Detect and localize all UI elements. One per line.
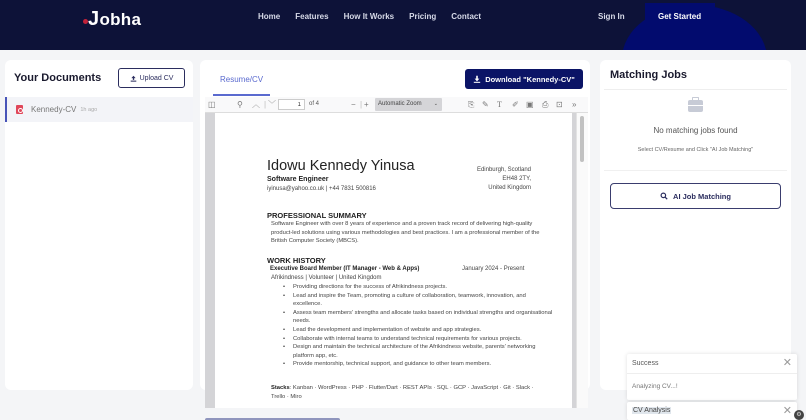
matching-jobs-title: Matching Jobs xyxy=(610,69,688,81)
cv-role: Software Engineer xyxy=(267,176,329,183)
pdf-page xyxy=(215,113,572,408)
separator: | xyxy=(360,100,363,109)
close-icon[interactable]: ✕ xyxy=(782,357,792,369)
separator: | xyxy=(264,100,267,109)
scroll-thumb[interactable] xyxy=(580,116,584,162)
nav-contact[interactable]: Contact xyxy=(451,12,482,21)
document-item[interactable] xyxy=(5,97,193,122)
sidebar-toggle-icon[interactable]: ◫ xyxy=(208,100,216,109)
summary-text: Software Engineer with over 8 years of experience and a proven track record of delivering high-quality product-led solutions using various methodologies and best practices. I am a professional member of the British Computer Society (MBCS). xyxy=(271,221,540,245)
cv-address: Edinburgh, Scotland EH48 2TY, United Kingdom xyxy=(476,167,531,191)
documents-panel xyxy=(5,60,193,390)
job-bullets xyxy=(293,283,553,369)
list-item: • Collaborate with internal teams to understand technical requirements for various projects. xyxy=(293,335,553,344)
work-heading: WORK HISTORY xyxy=(267,256,326,265)
pdf-file-icon xyxy=(16,105,23,114)
list-item: • Lead the development and implementation of website and app strategies. xyxy=(293,326,553,335)
toast-body: Analyzing CV...! xyxy=(632,383,678,390)
page-count: of 4 xyxy=(309,101,320,107)
document-time: 1h ago xyxy=(80,106,98,113)
documents-title: Your Documents xyxy=(14,72,102,84)
toast-title: CV Analysis xyxy=(633,407,671,414)
download-cv-button[interactable]: Download "Kennedy-CV" xyxy=(465,69,583,89)
cv-stacks: Stacks: Kanban · WordPress · PHP · Flutter/Dart · REST APIs · SQL · GCP · JavaScript · Git · Slack · Trello · Miro xyxy=(271,385,534,400)
zoom-select[interactable]: Automatic Zoom ⌄ xyxy=(375,98,442,111)
more-tools-icon[interactable]: » xyxy=(572,100,577,109)
search-icon xyxy=(660,192,668,200)
download-icon xyxy=(473,75,481,83)
list-item: • Design and maintain the technical architecture of the Afrikindness website, parents' networking platform app, etc. xyxy=(293,343,553,360)
highlight-icon[interactable]: ✎ xyxy=(482,100,489,109)
ai-job-matching-button[interactable]: AI Job Matching xyxy=(610,183,781,209)
page-number-input[interactable] xyxy=(278,99,305,110)
nav-how-it-works[interactable]: How It Works xyxy=(343,12,395,21)
upload-cv-button[interactable]: Upload CV xyxy=(118,68,185,88)
job-date: January 2024 - Present xyxy=(462,266,525,272)
divider xyxy=(627,373,797,374)
document-name: Kennedy-CV xyxy=(31,105,77,114)
zoom-out-icon[interactable]: − xyxy=(351,100,356,109)
get-started-button[interactable]: Get Started xyxy=(658,12,702,21)
insert-image-icon[interactable]: ▣ xyxy=(526,100,534,109)
zoom-in-icon[interactable]: + xyxy=(364,100,369,109)
add-image-icon[interactable]: ⎘ xyxy=(468,100,475,109)
matching-jobs-panel xyxy=(600,60,791,390)
prev-page-icon[interactable]: ︿ xyxy=(252,100,260,109)
toast-title: Success xyxy=(632,360,659,367)
next-page-icon[interactable]: ﹀ xyxy=(268,100,276,109)
draw-icon[interactable]: ✐ xyxy=(512,100,519,109)
empty-state-hint: Select CV/Resume and Click "AI Job Matching" xyxy=(637,147,754,153)
summary-heading: PROFESSIONAL SUMMARY xyxy=(267,211,367,220)
pdf-viewport[interactable] xyxy=(205,113,588,408)
briefcase-icon xyxy=(688,100,703,112)
chevron-down-icon: ⌄ xyxy=(433,101,438,107)
top-navbar xyxy=(0,0,806,50)
save-icon[interactable]: ⊡ xyxy=(556,100,563,109)
divider xyxy=(604,89,787,90)
list-item: • Provide mentorship, technical support, and guidance to other team members. xyxy=(293,360,553,369)
search-icon[interactable]: ⚲ xyxy=(237,100,243,109)
close-icon[interactable]: ✕ xyxy=(782,405,792,417)
job-title: Executive Board Member (IT Manager - Web & Apps) xyxy=(270,266,420,272)
cv-name: Idowu Kennedy Yinusa xyxy=(267,158,415,174)
list-item: • Lead and inspire the Team, promoting a culture of collaboration, teamwork, innovation, and excellence. xyxy=(293,292,553,309)
settings-icon[interactable]: ⚙ xyxy=(794,410,804,420)
text-icon[interactable]: T xyxy=(497,100,502,109)
sign-in-link[interactable]: Sign In xyxy=(598,12,625,21)
cv-contact: iyinusa@yahoo.co.uk | +44 7831 500816 xyxy=(267,186,376,192)
tab-resume-cv[interactable]: Resume/CV xyxy=(220,75,264,84)
empty-state-text: No matching jobs found xyxy=(653,126,738,135)
nav-pricing[interactable]: Pricing xyxy=(409,12,437,21)
list-item: • Assess team members' strengths and allocate tasks based on individual strengths and organisational needs. xyxy=(293,309,553,326)
job-org: Afrikindness | Volunteer | United Kingdom xyxy=(271,275,382,281)
tab-active-indicator xyxy=(213,94,270,96)
divider xyxy=(604,170,787,171)
pdf-scrollbar[interactable] xyxy=(576,113,588,408)
nav-home[interactable]: Home xyxy=(258,12,281,21)
main-nav xyxy=(258,12,496,21)
success-toast xyxy=(627,354,797,400)
list-item: • Providing directions for the success of Afrikindness projects. xyxy=(293,283,553,292)
print-icon[interactable]: ⎙ xyxy=(542,100,549,109)
upload-icon xyxy=(130,75,137,82)
cv-analysis-toast xyxy=(627,402,797,420)
nav-features[interactable]: Features xyxy=(295,12,329,21)
logo[interactable]: Jobha xyxy=(83,8,141,31)
